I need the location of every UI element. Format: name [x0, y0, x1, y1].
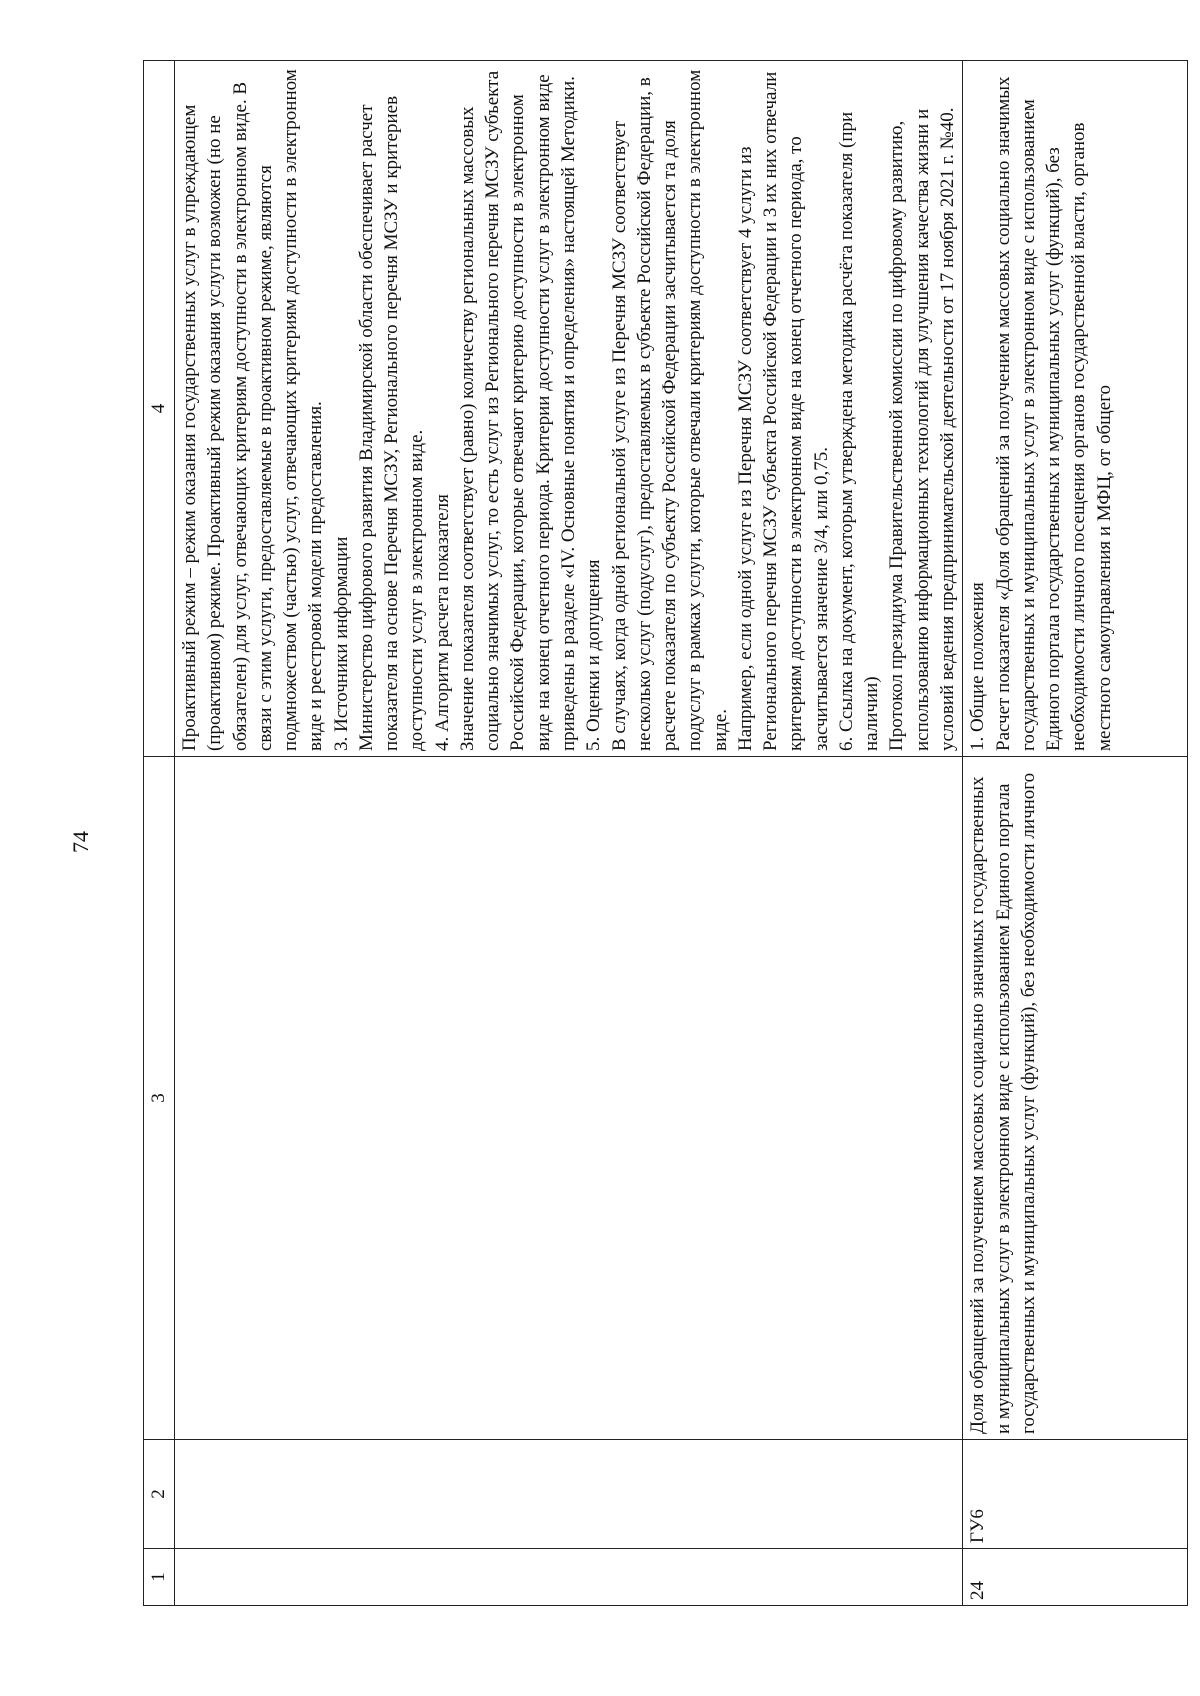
table-header-row: [144, 61, 175, 1606]
methodology-paragraph: Значение показателя соответствует (равно) количеству региональных массовых социально значимых услуг, то есть услуг из Регионального перечня МСЗУ субъекта Российской Федерации, которые отвечают критерию доступности в электронном виде на конец отчетного периода. Критерии доступности услуг в электронном виде приведены в разделе «IV. Основные понятия и определения» настоящей Методики.: [456, 70, 579, 751]
header-col-3: 3: [144, 757, 175, 1440]
table-row: [963, 61, 1188, 1606]
header-col-4: 4: [144, 61, 175, 757]
methodology-paragraph: Протокол президиума Правительственной комиссии по цифровому развитию, использованию информационных технологий для улучшения качества жизни и условий ведения предпринимательской деятельности от 17 ноября 2021 г. №40.: [886, 107, 958, 751]
section-heading: 3. Источники информации: [330, 536, 352, 751]
cell-indicator-name: Доля обращений за получением массовых социально значимых государственных и муниципальных услуг в электронном виде с использованием Единого портала государственных и муниципальных услуг (функций), без необходимости личного: [963, 757, 1188, 1440]
methodology-paragraph: Например, если одной услуге из Перечня МСЗУ соответствует 4 услуги из Регионального перечня МСЗУ субъекта Российской Федерации и 3 их них отвечали критериям доступности в электронном виде на конец отчетного периода, то засчитывается значение 3/4, или 0,75.: [734, 71, 832, 751]
methodology-table: [143, 60, 1188, 1606]
header-col-1: 1: [144, 1549, 175, 1606]
methodology-paragraph: В случаях, когда одной региональной услуге из Перечня МСЗУ соответствует несколько услуг (подуслуг), предоставляемых в субъекте Российской Федерации, в расчете показателя по субъекту Российской Федерации засчитывается та доля подуслуг в рамках услуги, которые отвечали критериям доступности в электронном виде.: [608, 69, 731, 751]
rotated-table-page: [143, 60, 1143, 1606]
cell-code: ГУ6: [963, 1440, 1188, 1549]
cell-code: [175, 1440, 963, 1549]
methodology-paragraph: Расчет показателя «Доля обращений за получением массовых социально значимых государственных и муниципальных услуг в электронном виде с использованием Единого портала государственных и муниципальных услуг (функций), без необходимости личного посещения органов государственной власти, органов местного самоуправления и МФЦ, от общего: [992, 76, 1115, 751]
header-col-2: 2: [144, 1440, 175, 1549]
cell-methodology: [963, 61, 1188, 757]
section-heading: 1. Общие положения: [967, 582, 989, 751]
table-row: [175, 61, 963, 1606]
cell-methodology: [175, 61, 963, 757]
cell-indicator-name: [175, 757, 963, 1440]
section-heading: 4. Алгоритм расчета показателя: [431, 494, 453, 751]
page-number: 74: [68, 831, 93, 853]
cell-number: [175, 1549, 963, 1606]
section-heading: 5. Оценки и допущения: [583, 559, 605, 751]
methodology-paragraph: Проактивный режим – режим оказания государственных услуг в упреждающем (проактивном) режиме. Проактивный режим оказания услуги возможен (но не обязателен) для услуг, отвечающих критериям доступности в электронном виде. В связи с этим услуги, предоставляемые в проактивном режиме, являются подмножеством (частью) услуг, отвечающих критериям доступности в электронном виде и реестровой модели предоставления.: [179, 69, 327, 751]
methodology-paragraph: Министерство цифрового развития Владимирской области обеспечивает расчет показателя на основе Перечня МСЗУ, Регионального перечня МСЗУ и критериев доступности услуг в электронном виде.: [355, 95, 428, 751]
cell-number: 24: [963, 1549, 1188, 1606]
section-heading: 6. Ссылка на документ, которым утверждена методика расчёта показателя (при наличии): [835, 111, 883, 751]
